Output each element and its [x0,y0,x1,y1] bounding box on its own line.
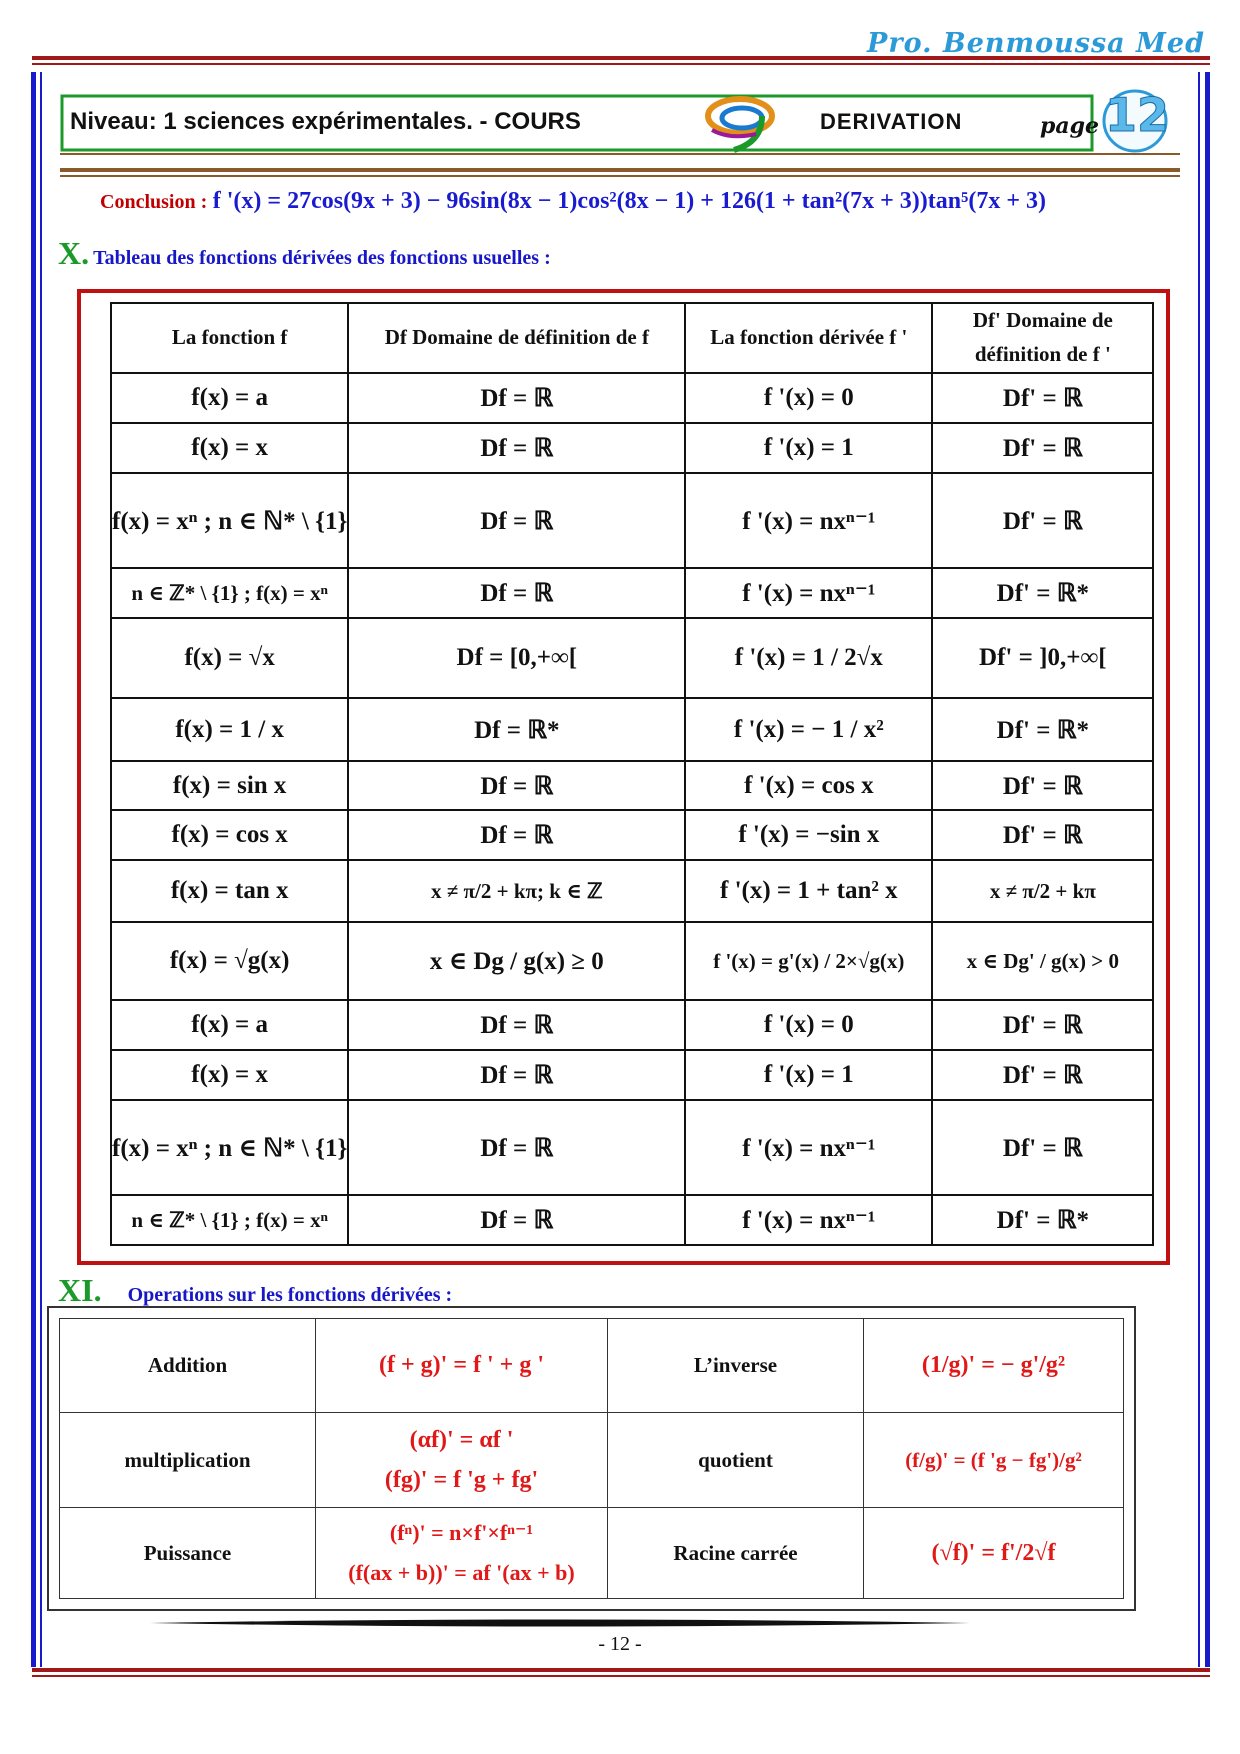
header-underline-thin [60,175,1180,177]
conclusion-formula: f '(x) = 27cos(9x + 3) − 96sin(8x − 1)cos²(8x − 1) + 126(1 + tan²(7x + 3))tan⁵(7x + 3) [212,188,1046,214]
cell-derivative-domain: Df' = ℝ [932,810,1153,860]
cell-domain: Df = ℝ [348,1100,685,1195]
cell-derivative-domain: Df' = ℝ [932,1100,1153,1195]
label-puissance: Puissance [60,1508,316,1599]
cell-domain: Df = ℝ [348,1050,685,1100]
cell-domain: Df = ℝ [348,1195,685,1245]
table-row [111,761,1153,810]
cell-derivative: f '(x) = nxⁿ⁻¹ [685,473,932,568]
table-row [111,423,1153,473]
cell-domain: Df = ℝ [348,423,685,473]
conclusion-label: Conclusion : [100,191,208,213]
header-derivative-domain: Df' Domaine de définition de f ' [932,303,1153,373]
operations-row [60,1319,1124,1413]
header-domain: Df Domaine de définition de f [348,303,685,373]
section-10-number: X. [58,235,90,271]
derivatives-table [110,302,1154,1246]
page-label: page [1040,113,1100,139]
cell-function: f(x) = sin x [111,761,348,810]
label-racine: Racine carrée [608,1508,864,1599]
table-row [111,810,1153,860]
page-header [60,90,1180,156]
footer-page-number: - 12 - [598,1633,642,1655]
section-10-title: Tableau des fonctions dérivées des fonctions usuelles : [93,247,551,269]
cell-function: f(x) = xⁿ ; n ∈ ℕ* \ {1} [111,473,348,568]
section-11-heading [58,1272,452,1309]
cell-domain: Df = ℝ [348,1000,685,1050]
table-row [111,618,1153,698]
cell-function: f(x) = a [111,1000,348,1050]
cell-derivative: f '(x) = 1 [685,423,932,473]
cell-domain: Df = ℝ* [348,698,685,761]
cell-derivative: f '(x) = 1 / 2√x [685,618,932,698]
cell-derivative-domain: x ∈ Dg' / g(x) > 0 [932,922,1153,1000]
cell-derivative-domain: Df' = ℝ* [932,698,1153,761]
left-frame-bar-thin [40,72,42,1667]
label-quotient: quotient [608,1413,864,1508]
label-addition: Addition [60,1319,316,1413]
label-inverse: L’inverse [608,1319,864,1413]
operations-row [60,1508,1124,1599]
header-derivative: La fonction dérivée f ' [685,303,932,373]
formula-puissance-power: (fⁿ)' = n×f'×fⁿ⁻¹ [389,1520,534,1545]
cell-derivative-domain: Df' = ℝ [932,373,1153,423]
cell-derivative-domain: x ≠ π/2 + kπ [932,860,1153,922]
cell-derivative-domain: Df' = ℝ [932,473,1153,568]
cell-domain: Df = [0,+∞[ [348,618,685,698]
bottom-frame-rule-thin [32,1675,1210,1677]
formula-inverse: (1/g)' = − g'/g² [864,1319,1124,1413]
header-underline [60,168,1180,172]
table-row [111,1000,1153,1050]
cell-function: f(x) = √x [111,618,348,698]
table-row [111,373,1153,423]
cell-function: f(x) = x [111,423,348,473]
cell-function: f(x) = x [111,1050,348,1100]
cell-domain: Df = ℝ [348,568,685,618]
author-name: Pro. Benmoussa Med [867,28,1205,59]
cell-derivative: f '(x) = − 1 / x² [685,698,932,761]
left-frame-bar [31,72,36,1667]
cell-derivative: f '(x) = 0 [685,373,932,423]
level-title: Niveau: 1 sciences expérimentales. - COURS [70,108,581,135]
operations-row [60,1413,1124,1508]
label-multiplication: multiplication [60,1413,316,1508]
table-header-row [111,303,1153,373]
right-frame-bar-thin [1198,72,1200,1667]
cell-derivative: f '(x) = 1 + tan² x [685,860,932,922]
formula-multiplication-product: (fg)' = f 'g + fg' [384,1467,539,1493]
formula-multiplication-scalar: (αf)' = αf ' [409,1427,514,1453]
table-row [111,1050,1153,1100]
cell-domain: Df = ℝ [348,810,685,860]
cell-derivative-domain: Df' = ℝ [932,1050,1153,1100]
cell-derivative: f '(x) = nxⁿ⁻¹ [685,568,932,618]
cell-derivative-domain: Df' = ]0,+∞[ [932,618,1153,698]
cell-derivative: f '(x) = 1 [685,1050,932,1100]
logo-icon [700,90,780,154]
formula-puissance [316,1508,608,1599]
footer-divider [150,1618,970,1628]
table-row [111,568,1153,618]
cell-derivative: f '(x) = 0 [685,1000,932,1050]
table-row [111,922,1153,1000]
cell-derivative: f '(x) = −sin x [685,810,932,860]
table-row [111,860,1153,922]
cell-derivative-domain: Df' = ℝ* [932,1195,1153,1245]
formula-multiplication [316,1413,608,1508]
formula-quotient: (f/g)' = (f 'g − fg')/g² [864,1413,1124,1508]
table-row [111,473,1153,568]
table-row [111,1195,1153,1245]
cell-derivative-domain: Df' = ℝ [932,423,1153,473]
cell-function: n ∈ ℤ* \ {1} ; f(x) = xⁿ [111,1195,348,1245]
cell-domain: x ∈ Dg / g(x) ≥ 0 [348,922,685,1000]
cell-function: f(x) = xⁿ ; n ∈ ℕ* \ {1} [111,1100,348,1195]
right-frame-bar [1205,72,1210,1667]
cell-function: f(x) = √g(x) [111,922,348,1000]
section-11-number: XI. [58,1272,102,1308]
chapter-title: DERIVATION [820,109,963,134]
bottom-frame-rule [32,1668,1210,1672]
cell-domain: x ≠ π/2 + kπ; k ∈ ℤ [348,860,685,922]
cell-derivative-domain: Df' = ℝ [932,761,1153,810]
cell-derivative: f '(x) = nxⁿ⁻¹ [685,1100,932,1195]
cell-derivative: f '(x) = nxⁿ⁻¹ [685,1195,932,1245]
top-frame-rule-thin [32,63,1210,65]
cell-function: f(x) = 1 / x [111,698,348,761]
header-function: La fonction f [111,303,348,373]
cell-domain: Df = ℝ [348,373,685,423]
cell-domain: Df = ℝ [348,761,685,810]
cell-function: f(x) = a [111,373,348,423]
section-10-heading [58,235,551,272]
formula-addition: (f + g)' = f ' + g ' [316,1319,608,1413]
section-11-title: Operations sur les fonctions dérivées : [127,1284,453,1306]
cell-derivative-domain: Df' = ℝ [932,1000,1153,1050]
cell-function: f(x) = cos x [111,810,348,860]
cell-derivative: f '(x) = cos x [685,761,932,810]
table-row [111,698,1153,761]
page-number: 12 [1105,88,1170,142]
operations-table [59,1318,1124,1599]
cell-derivative: f '(x) = g'(x) / 2×√g(x) [685,922,932,1000]
table-row [111,1100,1153,1195]
conclusion-line [100,188,1046,215]
cell-domain: Df = ℝ [348,473,685,568]
formula-racine: (√f)' = f'/2√f [864,1508,1124,1599]
cell-function: n ∈ ℤ* \ {1} ; f(x) = xⁿ [111,568,348,618]
formula-puissance-affine: (f(ax + b))' = af '(ax + b) [348,1560,575,1585]
cell-function: f(x) = tan x [111,860,348,922]
cell-derivative-domain: Df' = ℝ* [932,568,1153,618]
